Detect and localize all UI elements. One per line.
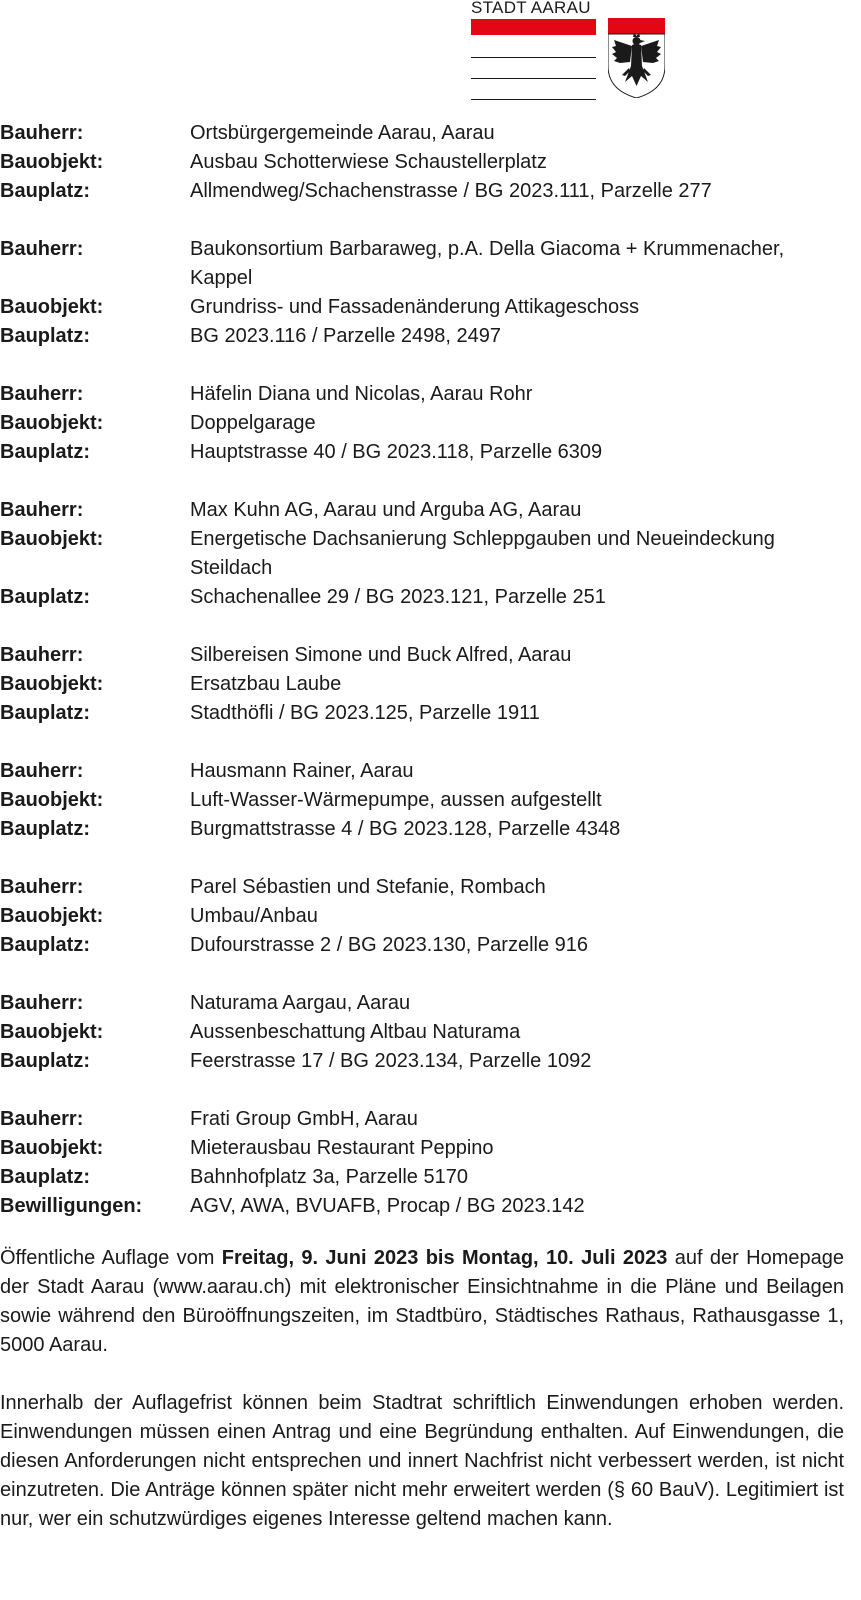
eagle-shield-icon [608,18,665,98]
field-label: Bauplatz: [0,818,90,840]
field-value: Naturama Aargau, Aarau [190,992,411,1014]
entry-row [0,989,861,1018]
entry-row [0,583,861,612]
field-value: Allmendweg/Schachenstrasse / BG 2023.111, Parzelle 277 [190,180,712,202]
field-value: Feerstrasse 17 / BG 2023.134, Parzelle 1092 [190,1050,592,1072]
field-value: Max Kuhn AG, Aarau und Arguba AG, Aarau [190,499,582,521]
field-value: Baukonsortium Barbaraweg, p.A. Della Giacoma + Krummenacher, Kappel [190,238,785,289]
field-label: Bauherr: [0,876,84,898]
entry-row [0,1047,861,1076]
field-label: Bauobjekt: [0,789,104,811]
field-label: Bauplatz: [0,180,90,202]
entry-row [0,1105,861,1134]
entry-row [0,902,861,931]
field-value: Frati Group GmbH, Aarau [190,1108,418,1130]
application-entry [0,641,861,728]
entry-row [0,1018,861,1047]
entry-row [0,786,861,815]
field-value: Umbau/Anbau [190,905,318,927]
application-entry [0,1105,861,1221]
entry-row [0,177,861,206]
entry-row [0,1163,861,1192]
field-value: Burgmattstrasse 4 / BG 2023.128, Parzelle 4348 [190,818,621,840]
notice-text: auf der Homepage der Stadt Aarau (www.aarau.ch) mit elektronischer Einsichtnahme in die Pläne und Beilagen sowie während den Büroöffnungszeiten, im Stadtbüro, Städtisches Rathaus, Rathausgasse 1, 5000 Aarau. [0,1247,844,1356]
logo-title: STADT AARAU [471,0,591,17]
entry-row [0,525,861,583]
application-entry [0,119,861,206]
field-value: Grundriss- und Fassadenänderung Attikageschoss [190,296,640,318]
entry-row [0,757,861,786]
field-value: Stadthöfli / BG 2023.125, Parzelle 1911 [190,702,540,724]
entry-row [0,670,861,699]
field-label: Bauobjekt: [0,296,104,318]
entry-row [0,1134,861,1163]
entry-row [0,496,861,525]
field-value: Mieterausbau Restaurant Peppino [190,1137,494,1159]
field-label: Bewilligungen: [0,1195,143,1217]
public-notice [0,1244,844,1563]
field-value: Doppelgarage [190,412,316,434]
entry-row [0,815,861,844]
notice-text: Öffentliche Auflage vom [0,1247,222,1269]
field-label: Bauherr: [0,760,84,782]
field-label: Bauobjekt: [0,528,104,550]
application-entry [0,757,861,844]
entry-row [0,1192,861,1221]
field-label: Bauherr: [0,1108,84,1130]
entry-row [0,119,861,148]
entry-row [0,438,861,467]
field-label: Bauherr: [0,499,84,521]
field-label: Bauplatz: [0,1166,90,1188]
field-label: Bauobjekt: [0,673,104,695]
field-label: Bauherr: [0,992,84,1014]
display-period: Freitag, 9. Juni 2023 bis Montag, 10. Juli 2023 [221,1247,668,1269]
field-label: Bauplatz: [0,702,90,724]
building-applications [0,119,861,1250]
field-value: Dufourstrasse 2 / BG 2023.130, Parzelle 916 [190,934,589,956]
field-label: Bauplatz: [0,934,90,956]
field-value: BG 2023.116 / Parzelle 2498, 2497 [190,325,501,347]
entry-row [0,641,861,670]
entry-row [0,699,861,728]
entry-row [0,293,861,322]
logo-red-bar [471,19,596,35]
field-value: Ausbau Schotterwiese Schaustellerplatz [190,151,547,173]
field-label: Bauplatz: [0,586,90,608]
field-value: Parel Sébastien und Stefanie, Rombach [190,876,546,898]
field-label: Bauherr: [0,122,84,144]
field-value: Silbereisen Simone und Buck Alfred, Aarau [190,644,572,666]
entry-row [0,235,861,293]
field-value: Schachenallee 29 / BG 2023.121, Parzelle 251 [190,586,606,608]
field-value: Aussenbeschattung Altbau Naturama [190,1021,521,1043]
field-label: Bauplatz: [0,325,90,347]
logo-line [471,78,596,79]
field-label: Bauobjekt: [0,1021,104,1043]
field-value: Hausmann Rainer, Aarau [190,760,414,782]
application-entry [0,873,861,960]
entry-row [0,322,861,351]
entry-row [0,380,861,409]
field-value: Ortsbürgergemeinde Aarau, Aarau [190,122,495,144]
application-entry [0,235,861,351]
logo-line [471,57,596,58]
field-label: Bauherr: [0,383,84,405]
field-value: Häfelin Diana und Nicolas, Aarau Rohr [190,383,533,405]
logo-line [471,99,596,100]
field-value: Energetische Dachsanierung Schleppgauben und Neueindeckung Steildach [190,528,775,579]
field-value: Ersatzbau Laube [190,673,342,695]
entry-row [0,148,861,177]
notice-paragraph-display [0,1244,844,1360]
field-value: AGV, AWA, BVUAFB, Procap / BG 2023.142 [190,1195,585,1217]
field-value: Luft-Wasser-Wärmepumpe, aussen aufgestellt [190,789,602,811]
entry-row [0,409,861,438]
field-label: Bauobjekt: [0,151,104,173]
field-label: Bauobjekt: [0,1137,104,1159]
field-label: Bauobjekt: [0,412,104,434]
entry-row [0,931,861,960]
field-label: Bauplatz: [0,1050,90,1072]
city-logo [471,0,671,100]
field-value: Bahnhofplatz 3a, Parzelle 5170 [190,1166,468,1188]
application-entry [0,380,861,467]
field-label: Bauobjekt: [0,905,104,927]
field-label: Bauherr: [0,644,84,666]
entry-row [0,873,861,902]
field-label: Bauplatz: [0,441,90,463]
notice-paragraph-objections: Innerhalb der Auflagefrist können beim Stadtrat schriftlich Einwendungen erhoben werden. Einwendungen müssen einen Antrag und eine Begründung enthalten. Auf Einwendungen, die diesen Anforderungen nicht entsprechen und innert Nachfrist nicht verbessert werden, ist nicht einzutreten. Die Anträge können später nicht mehr erweitert werden (§ 60 BauV). Legitimiert ist nur, wer ein schutzwürdiges eigenes Interesse geltend machen kann. [0,1392,844,1530]
application-entry [0,989,861,1076]
application-entry [0,496,861,612]
field-label: Bauherr: [0,238,84,260]
field-value: Hauptstrasse 40 / BG 2023.118, Parzelle 6309 [190,441,603,463]
